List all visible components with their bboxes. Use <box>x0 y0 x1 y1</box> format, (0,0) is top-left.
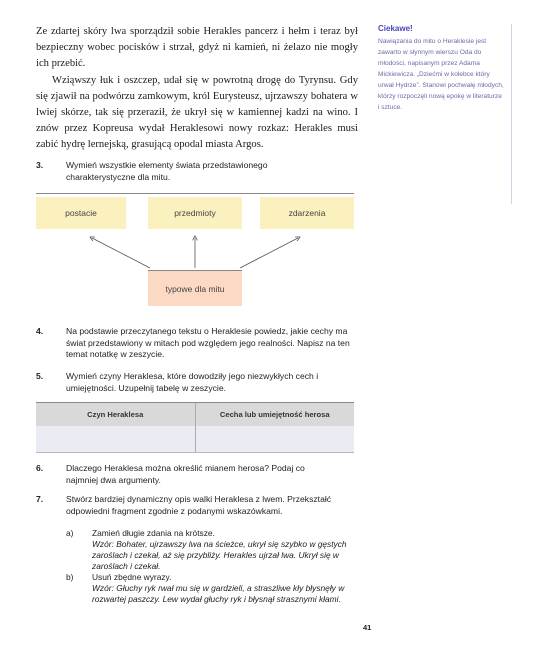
story-paragraph-1: Ze zdartej skóry lwa sporządził sobie Herakles pancerz i hełm i teraz był bezpieczny wobec pocisków i strzał, gdyż ni kamień, ni żelazo nie mogły ich przebić. <box>36 26 358 70</box>
sidebar-title: Ciekawe! <box>378 24 413 33</box>
subtask-label: b) <box>66 572 74 582</box>
center-box-myth-typical: typowe dla mitu <box>148 270 242 306</box>
task-7 <box>36 494 354 518</box>
task-number: 6. <box>36 463 44 473</box>
table-cell <box>36 426 196 452</box>
task-text: Stwórz bardziej dynamiczny opis walki Heraklesa z lwem. Przekształć odpowiedni fragment zgodnie z podanymi wskazówkami. <box>66 494 332 516</box>
subtask-instruction: Zamień długie zdania na krótsze. <box>92 528 215 538</box>
task-number: 4. <box>36 326 44 336</box>
category-box-events: zdarzenia <box>260 197 354 229</box>
subtask-example: Wzór: Głuchy ryk rwał mu się w gardzieli, a straszliwe kły błysnęły w rozwartej paszczy. Lew wydał głuchy ryk i błysnął strasznymi kłami. <box>92 583 345 604</box>
category-box-characters: postacie <box>36 197 126 229</box>
task-6 <box>36 463 354 487</box>
deeds-table <box>36 402 354 453</box>
arrow-to-events <box>240 238 298 268</box>
task-number: 3. <box>36 160 44 170</box>
page-number: 41 <box>363 623 372 632</box>
subtask-a <box>66 528 366 574</box>
task-5 <box>36 371 354 395</box>
subtask-b <box>66 572 366 618</box>
task-number: 5. <box>36 371 44 381</box>
task-number: 7. <box>36 494 44 504</box>
subtask-instruction: Usuń zbędne wyrazy. <box>92 572 172 582</box>
table-cell <box>196 426 355 452</box>
subtask-example: Wzór: Bohater, ujrzawszy lwa na ścieżce, ukrył się szybko w gęstych zaroślach i czekał, aż się przybliży. Herakles ujrzał lwa. Ukrył się w zaroślach i czekał. <box>92 539 347 571</box>
subtask-label: a) <box>66 528 74 538</box>
story-paragraph-2: Wziąwszy łuk i oszczep, udał się w powrotną drogę do Tyrynsu. Gdy się zjawił na podwórzu zamkowym, król Eurysteusz, ujrzawszy bohatera w lwiej skórze, tak się przeraził, że ukrył się w kamiennej kadzi na wino. I znów przez Kopreusa wydał Heraklesowi nowy rozkaz: Herakles musi zabić hydrę lernejską, grasującą opodal miasta Argos. <box>36 74 358 151</box>
sidebar-text: Nawiązania do mitu o Heraklesie jest zawarto w słynnym wierszu Oda do młodości, napisanym przez Adama Mickiewicza. „Dziećmi w kolebce który urwał Hydrze”. Stanowi pochwałę młodych, którzy rozpoczęli nową epokę w literaturze i sztuce. <box>378 38 504 111</box>
task-text: Dlaczego Heraklesa można określić mianem herosa? Podaj co najmniej dwa argumenty. <box>66 463 305 485</box>
table-row <box>36 426 354 453</box>
table-header-deed: Czyn Heraklesa <box>36 403 196 426</box>
category-box-objects: przedmioty <box>148 197 242 229</box>
task-4 <box>36 326 354 362</box>
task-text: Wymień wszystkie elementy świata przedstawionego charakterystyczne dla mitu. <box>66 160 268 182</box>
table-header-trait: Cecha lub umiejętność herosa <box>219 410 330 419</box>
task-text: Na podstawie przeczytanego tekstu o Heraklesie powiedz, jakie cechy ma świat przedstawiony w mitach pod względem jego realności. Napisz na ten temat notatkę w zeszycie. <box>66 326 350 359</box>
table-header <box>36 402 354 426</box>
arrow-to-characters <box>92 238 150 268</box>
task-text: Wymień czyny Heraklesa, które dowodziły jego niezwykłych cech i umiejętności. Uzupełnij tabelę w zeszycie. <box>66 371 319 393</box>
